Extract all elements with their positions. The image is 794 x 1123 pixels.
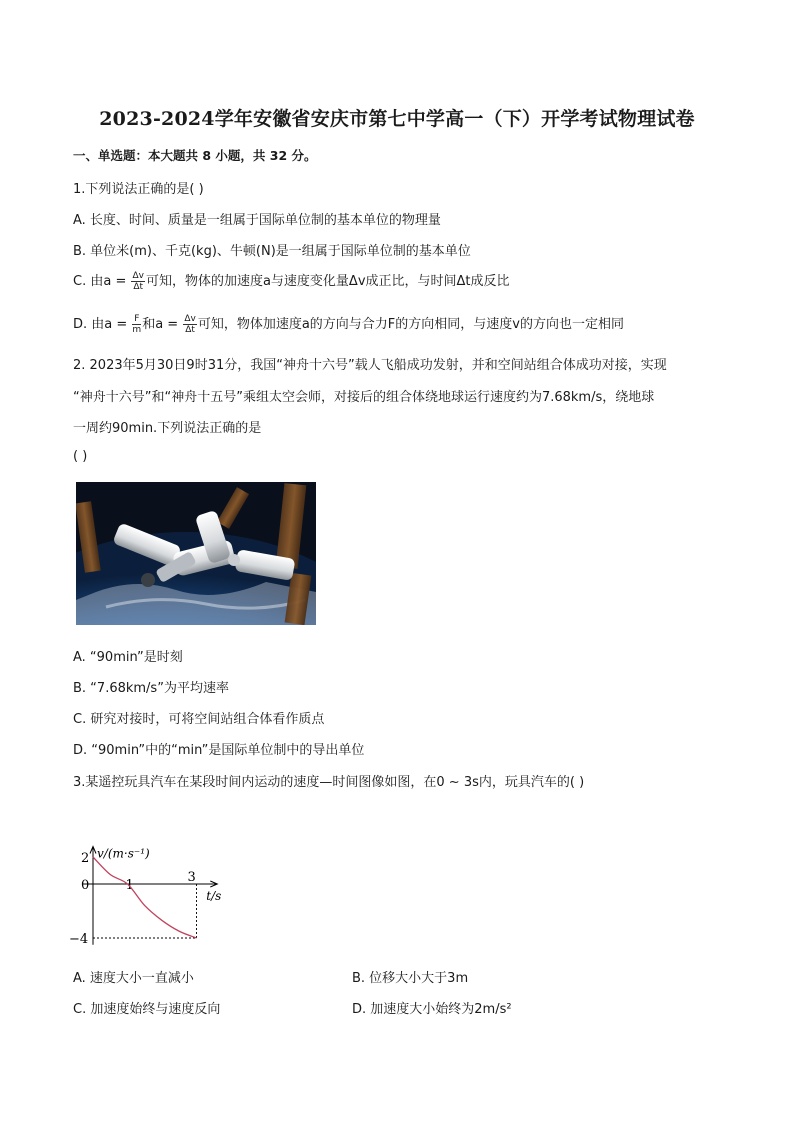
y-tick-2: 2 — [81, 851, 90, 866]
q2-option-d: D. “90min”中的“min”是国际单位制中的导出单位 — [73, 743, 365, 758]
space-station-photo — [76, 482, 316, 625]
q2-stem-line-2: “神舟十六号”和“神舟十五号”乘组太空会师，对接后的组合体绕地球运行速度约为7.68km/s，绕地球 — [73, 390, 655, 405]
q1-c-fraction — [131, 271, 144, 292]
q1-d-fraction-2 — [183, 314, 196, 335]
q2-stem-line-1: 2. 2023年5月30日9时31分，我国“神舟十六号”载人飞船成功发射，并和空间站组合体成功对接，实现 — [73, 358, 667, 373]
y-axis-label: v/(m·s⁻¹) — [97, 846, 150, 861]
q3-option-a: A. 速度大小一直减小 — [73, 971, 194, 986]
q3-option-c: C. 加速度始终与速度反向 — [73, 1002, 221, 1017]
q3-stem: 3.某遥控玩具汽车在某段时间内运动的速度—时间图像如图，在0 ~ 3s内，玩具汽车的( ) — [73, 775, 585, 790]
q1-d-frac1-den: m — [132, 325, 142, 335]
q1-c-frac-num: Δv — [132, 271, 144, 281]
q3-option-b: B. 位移大小大于3m — [352, 971, 469, 986]
q1-d-prefix: D. 由a = — [73, 317, 128, 332]
q1-d-fraction-1 — [132, 314, 141, 335]
q2-answer-paren: ( ) — [73, 449, 88, 464]
q1-stem: 1.下列说法正确的是( ) — [73, 182, 204, 197]
x-tick-0: 0 — [81, 878, 90, 893]
velocity-curve — [93, 857, 197, 938]
y-tick-minus-4: −4 — [69, 932, 89, 946]
q2-stem-line-3: 一周约90min.下列说法正确的是 — [73, 421, 262, 436]
q1-d-frac1-num: F — [134, 314, 140, 324]
q2-option-a: A. “90min”是时刻 — [73, 650, 183, 665]
page-title: 2023-2024学年安徽省安庆市第七中学高一（下）开学考试物理试卷 — [99, 108, 695, 130]
q1-d-rest: 可知，物体加速度a的方向与合力F的方向相同，与速度v的方向也一定相同 — [197, 317, 624, 332]
velocity-time-graph — [66, 796, 246, 946]
q1-option-c — [73, 270, 510, 292]
q2-option-c: C. 研究对接时，可将空间站组合体看作质点 — [73, 712, 325, 727]
section-heading: 一、单选题：本大题共 8 小题，共 32 分。 — [73, 148, 317, 163]
q1-option-d — [73, 313, 624, 335]
q1-c-prefix: C. 由a = — [73, 274, 127, 289]
x-axis-label: t/s — [206, 889, 222, 903]
q1-d-mid: 和a = — [142, 317, 179, 332]
q2-option-b: B. “7.68km/s”为平均速率 — [73, 681, 229, 696]
q1-option-a: A. 长度、时间、质量是一组属于国际单位制的基本单位的物理量 — [73, 213, 441, 228]
velocity-time-svg — [66, 796, 246, 946]
x-tick-3: 3 — [187, 870, 196, 885]
q1-d-frac2-num: Δv — [184, 314, 196, 324]
x-tick-1: 1 — [125, 878, 134, 893]
q1-option-b: B. 单位米(m)、千克(kg)、牛顿(N)是一组属于国际单位制的基本单位 — [73, 244, 471, 259]
q1-d-frac2-den: Δt — [185, 325, 195, 335]
q3-option-d: D. 加速度大小始终为2m/s² — [352, 1002, 512, 1017]
q1-c-rest: 可知，物体的加速度a与速度变化量Δv成正比，与时间Δt成反比 — [145, 274, 510, 289]
q1-c-frac-den: Δt — [133, 282, 144, 292]
